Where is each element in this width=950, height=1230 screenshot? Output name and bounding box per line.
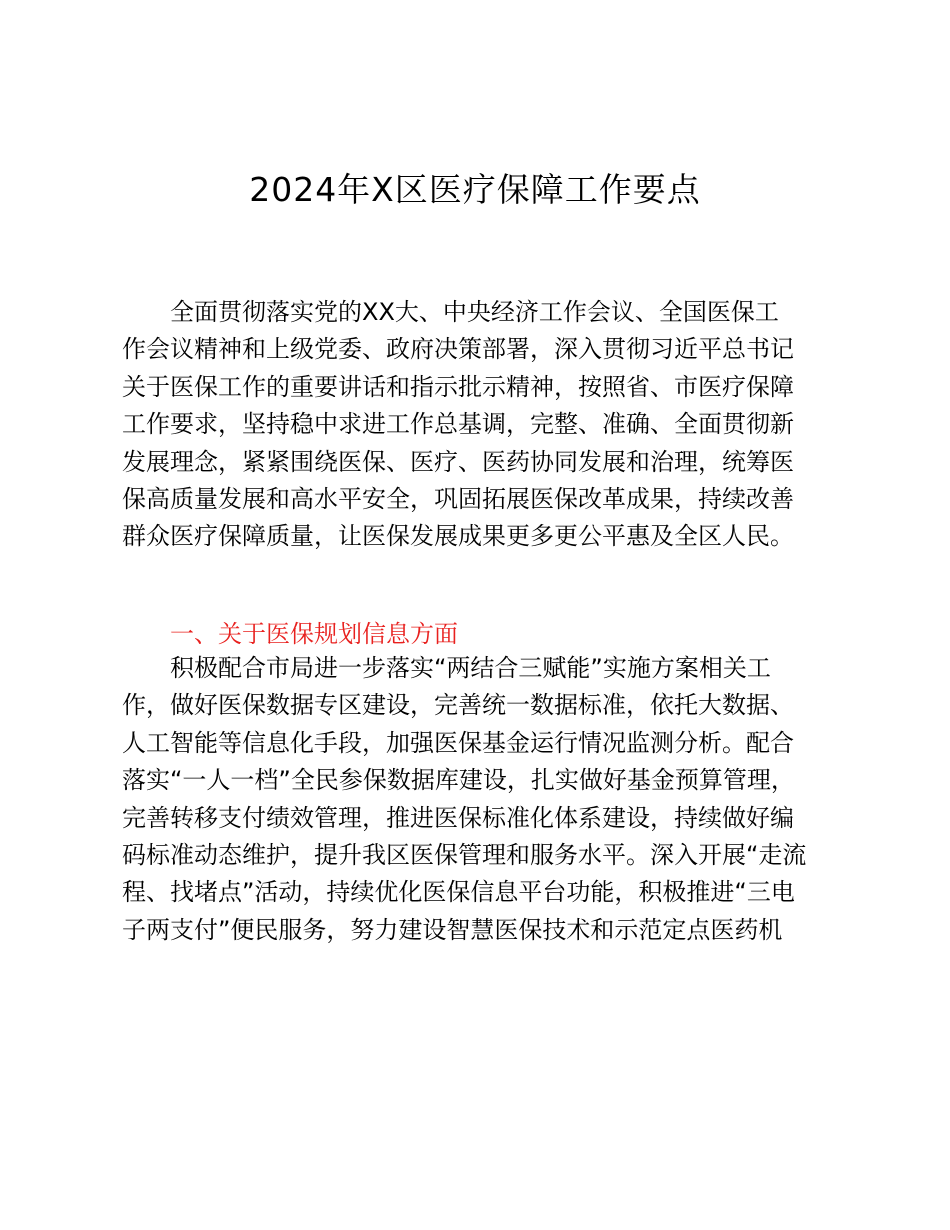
paragraph-line: 子两支付”便民服务，努力建设智慧医保技术和示范定点医药机	[122, 915, 783, 944]
paragraph-line: 落实“一人一档”全民参保数据库建设，扎实做好基金预算管理，	[122, 766, 795, 795]
paragraph-line: 程、找堵点”活动，持续优化医保信息平台功能，积极推进“三电	[122, 878, 795, 907]
paragraph-line: 积极配合市局进一步落实“两结合三赋能”实施方案相关工	[170, 654, 771, 682]
paragraph-line: 码标准动态维护，提升我区医保管理和服务水平。深入开展“走流	[122, 841, 807, 870]
paragraph-line: 完善转移支付绩效管理，推进医保标准化体系建设，持续做好编	[122, 803, 794, 832]
paragraph-line: 保高质量发展和高水平安全，巩固拓展医保改革成果，持续改善	[122, 485, 794, 514]
paragraph-line: 全面贯彻落实党的XX大、中央经济工作会议、全国医保工	[170, 298, 779, 326]
paragraph-line: 关于医保工作的重要讲话和指示批示精神，按照省、市医疗保障	[122, 372, 794, 401]
intro-paragraph	[122, 294, 842, 556]
paragraph-line: 作，做好医保数据专区建设，完善统一数据标准，依托大数据、	[122, 691, 794, 720]
paragraph-line: 作会议精神和上级党委、政府决策部署，深入贯彻习近平总书记	[122, 335, 794, 364]
section-1-paragraph	[122, 650, 842, 949]
paragraph-line: 群众医疗保障质量，让医保发展成果更多更公平惠及全区人民。	[122, 522, 794, 551]
paragraph-line: 人工智能等信息化手段，加强医保基金运行情况监测分析。配合	[122, 728, 794, 757]
paragraph-line: 工作要求，坚持稳中求进工作总基调，完整、准确、全面贯彻新	[122, 410, 794, 439]
document-title: 2024年X区医疗保障工作要点	[249, 170, 701, 209]
section-heading-1: 一、关于医保规划信息方面	[170, 620, 458, 648]
paragraph-line: 发展理念，紧紧围绕医保、医疗、医药协同发展和治理，统筹医	[122, 447, 794, 476]
